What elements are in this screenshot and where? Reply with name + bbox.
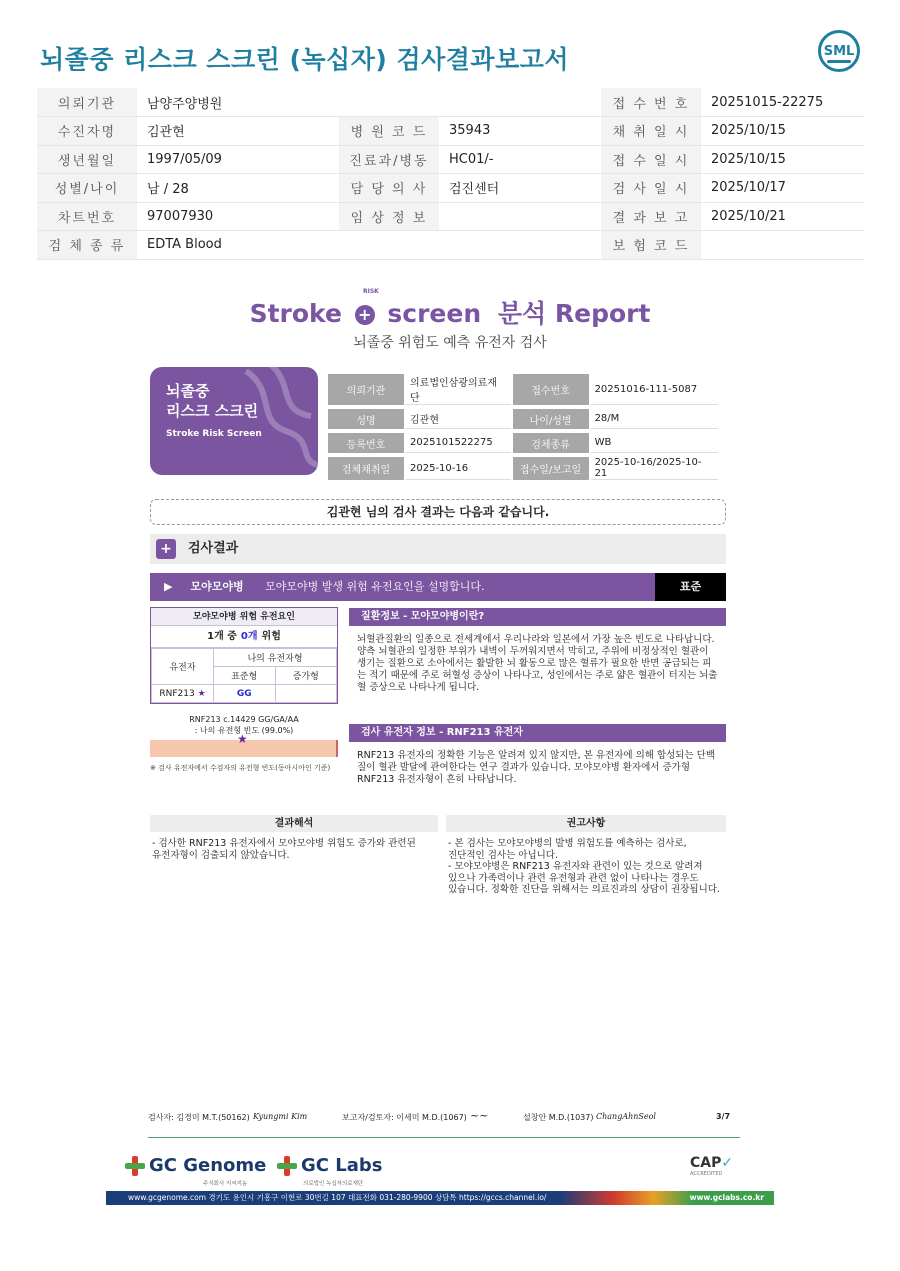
label-cell: 접 수 번 호	[601, 88, 701, 117]
brand-title	[0, 288, 900, 330]
value-cell: 검진센터	[439, 174, 601, 203]
panel-text: 뇌혈관질환의 일종으로 전세계에서 우리나라와 일본에서 가장 높은 빈도로 나타납니다. 양측 뇌혈관의 일정한 부위가 내벽이 두꺼워지면서 막히고, 주위에 비정상적인 혈관이 생기는 질환으로 소아에서는 활발한 뇌 활동으로 많은 혈류가 필요한 반면 공급되는 피는 적기 때문에 주로 허혈성 증상이 나타나고, 성인에서는 주로 얇은 혈관이 터지는 뇌출혈 증상으로 나타나게 됩니다.	[357, 634, 718, 693]
interpretation-title: 결과해석	[150, 815, 438, 832]
brand-report: 분석 Report	[497, 299, 651, 328]
risk-count	[151, 626, 337, 648]
label-cell: 차트번호	[37, 202, 137, 231]
gene-name: RNF213	[159, 688, 195, 699]
freq-line2: : 나의 유전형 빈도 (99.0%)	[194, 726, 294, 735]
value-cell	[701, 231, 864, 260]
brand-stroke: Stroke	[249, 299, 342, 328]
gene-info-panel	[349, 724, 726, 786]
recommendation-text: - 본 검사는 모야모야병의 발병 위험도를 예측하는 검사로, 진단적인 검사는 아닙니다. - 모야모야병은 RNF213 유전자와 관련이 있는 것으로 알려져 있으나 가족력이나 관련 유전형과 관련 없이 나타나는 경우도 있습니다. 정확한 진단을 위해서는 의료진과의 상담이 권장됩니다.	[448, 838, 720, 895]
value-cell: 97007930	[137, 202, 339, 231]
brand-risk-label: RISK	[363, 288, 379, 295]
card-english: Stroke Risk Screen	[166, 429, 262, 439]
value-cell: 20251015-22275	[701, 88, 864, 117]
divider	[148, 1137, 740, 1138]
table-row	[328, 457, 718, 480]
value-cell: 김관현	[137, 117, 339, 146]
label-cell: 접수일/보고일	[513, 457, 589, 480]
label-cell: 접 수 일 시	[601, 145, 701, 174]
table-row	[37, 88, 864, 117]
risk-plus-icon: +	[355, 305, 375, 325]
panel-text: RNF213 유전자의 정확한 기능은 알려져 있지 않지만, 본 유전자에 의해 합성되는 단백질이 혈관 발달에 관여한다는 연구 결과가 있습니다. 모야모야병 환자에서 증가형 RNF213 유전자형이 흔히 나타납니다.	[357, 750, 716, 785]
frequency-bar-divider	[336, 740, 338, 757]
card-line2: 리스크 스크린	[166, 402, 259, 420]
interpretation-text: - 검사한 RNF213 유전자에서 모야모야병 위험도 증가와 관련된 유전자형이 검출되지 않았습니다.	[152, 838, 416, 861]
play-icon: ▶	[164, 580, 173, 593]
cap-logo	[690, 1155, 750, 1177]
table-row	[328, 409, 718, 429]
frequency-bar	[150, 732, 338, 757]
logo1-text: GC Genome	[149, 1155, 267, 1176]
label-cell: 성명	[328, 409, 404, 429]
table-row	[37, 117, 864, 146]
genetic-risk-box	[150, 607, 338, 704]
count-number: 0개	[240, 631, 258, 642]
tester-signature: Kyungmi Kim	[253, 1112, 308, 1121]
reporter-name: 보고자/검토자: 이세미 M.D.(1067)	[342, 1113, 467, 1122]
tester-name: 검사자: 김경미 M.T.(50162)	[148, 1113, 250, 1122]
page-number: 3/7	[716, 1112, 731, 1121]
sml-logo: SML	[818, 30, 860, 72]
table-row	[152, 685, 337, 703]
status-badge: 표준	[655, 573, 726, 601]
label-cell: 수진자명	[37, 117, 137, 146]
genotype-table	[151, 648, 337, 703]
table-row	[152, 649, 337, 667]
value-cell: HC01/-	[439, 145, 601, 174]
doctor-signature: ChangAhnSeol	[596, 1112, 656, 1121]
value-cell: 1997/05/09	[137, 145, 339, 174]
value-cell: WB	[591, 433, 718, 453]
value-cell: 김관현	[406, 409, 511, 429]
frequency-note: ※ 검사 유전자에서 수검자의 유전형 빈도(동아시아인 기준)	[150, 764, 331, 772]
decorative-pattern-icon	[236, 367, 318, 471]
value-cell	[439, 202, 601, 231]
footer-website[interactable]: www.gclabs.co.kr	[689, 1193, 764, 1202]
value-cell: 20251016-111-5087	[591, 374, 718, 405]
value-cell: 2025-10-16	[406, 457, 511, 480]
recommendation-box	[446, 815, 726, 896]
brand-subtitle: 뇌졸중 위험도 예측 유전자 검사	[353, 335, 547, 351]
label-cell: 결 과 보 고	[601, 202, 701, 231]
gc-genome-logo	[125, 1155, 267, 1187]
footer-bar	[106, 1191, 774, 1205]
value-cell	[439, 88, 601, 117]
interpretation-box	[150, 815, 438, 861]
disease-desc: 모야모야병 발생 위험 유전요인을 설명합니다.	[265, 580, 485, 593]
logo2-text: GC Labs	[301, 1155, 383, 1176]
gene-cell	[152, 685, 214, 703]
table-row	[328, 433, 718, 453]
increased-genotype	[275, 685, 337, 703]
label-cell: 검체채취일	[328, 457, 404, 480]
brand-screen: screen	[387, 299, 482, 328]
value-cell: 35943	[439, 117, 601, 146]
gc-cross-icon	[125, 1156, 145, 1176]
count-prefix: 1개 중	[207, 631, 237, 642]
label-cell: 등록번호	[328, 433, 404, 453]
value-cell: 2025-10-16/2025-10-21	[591, 457, 718, 480]
label-cell: 진료과/병동	[339, 145, 439, 174]
label-cell: 접수번호	[513, 374, 589, 405]
patient-info-table	[37, 88, 864, 260]
reporter-signature: ~~	[470, 1109, 489, 1122]
label-cell: 병 원 코 드	[339, 117, 439, 146]
value-cell: 남 / 28	[137, 174, 339, 203]
table-row	[37, 231, 864, 260]
table-row	[37, 202, 864, 231]
label-cell: 검 체 종 류	[37, 231, 137, 260]
label-cell: 성별/나이	[37, 174, 137, 203]
label-cell: 검 사 일 시	[601, 174, 701, 203]
label-cell: 나이/성별	[513, 409, 589, 429]
count-suffix: 위험	[261, 631, 281, 642]
report-title: 뇌졸중 리스크 스크린 (녹십자) 검사결과보고서	[40, 45, 570, 74]
label-cell	[339, 88, 439, 117]
star-icon: ★	[197, 688, 206, 699]
header-card	[150, 367, 318, 475]
label-cell: 담 당 의 사	[339, 174, 439, 203]
frequency-star-icon: ★	[237, 732, 248, 746]
cap-text: CAP	[690, 1155, 722, 1171]
value-cell: 2025/10/17	[701, 174, 864, 203]
doctor-name: 설창안 M.D.(1037)	[523, 1113, 594, 1122]
label-cell: 검체종류	[513, 433, 589, 453]
label-cell: 보 험 코 드	[601, 231, 701, 260]
value-cell: 2025/10/21	[701, 202, 864, 231]
label-cell: 임 상 정 보	[339, 202, 439, 231]
gc-cross-icon	[277, 1156, 297, 1176]
card-line1: 뇌졸중	[166, 382, 210, 400]
disease-bar	[150, 573, 655, 601]
cap-sub: ACCREDITED	[690, 1171, 723, 1177]
col-standard: 표준형	[214, 667, 276, 685]
report-info-table	[326, 370, 720, 484]
table-row	[37, 145, 864, 174]
panel-title: 질환정보 - 모야모야병이란?	[349, 608, 726, 626]
table-row	[37, 174, 864, 203]
empty-cell	[339, 231, 439, 260]
col-gene: 유전자	[152, 649, 214, 685]
disease-info-panel	[349, 608, 726, 694]
recommendation-title: 권고사항	[446, 815, 726, 832]
label-cell: 채 취 일 시	[601, 117, 701, 146]
section-header	[150, 534, 726, 564]
panel-title: 검사 유전자 정보 - RNF213 유전자	[349, 724, 726, 742]
table-row	[328, 374, 718, 405]
label-cell: 생년월일	[37, 145, 137, 174]
genetic-box-header: 모야모야병 위험 유전요인	[151, 608, 337, 626]
value-cell: EDTA Blood	[137, 231, 339, 260]
value-cell: 남양주양병원	[137, 88, 339, 117]
label-cell: 의뢰기관	[328, 374, 404, 405]
col-my-genotype: 나의 유전자형	[214, 649, 337, 667]
logo1-sub: 주식회사 지씨지놈	[203, 1181, 248, 1187]
disease-name: 모야모야병	[190, 580, 244, 593]
logo2-sub: 의료법인 녹십자의료재단	[303, 1181, 364, 1187]
footer-text: www.gcgenome.com 경기도 용인시 기흥구 이현로 30번길 107 대표전화 031-280-9900 상담톡 https://gccs.channel.io/	[128, 1193, 547, 1202]
value-cell: 2025/10/15	[701, 145, 864, 174]
label-cell: 의뢰기관	[37, 88, 137, 117]
gc-labs-logo	[277, 1155, 383, 1187]
col-increased: 증가형	[275, 667, 337, 685]
value-cell: 2025/10/15	[701, 117, 864, 146]
check-icon: ✓	[721, 1155, 734, 1171]
plus-folder-icon: +	[156, 539, 176, 559]
section-title: 검사결과	[188, 541, 239, 556]
freq-line1: RNF213 c.14429 GG/GA/AA	[189, 715, 299, 724]
value-cell: 의료법인삼광의료재단	[406, 374, 511, 405]
value-cell: 2025101522275	[406, 433, 511, 453]
empty-cell	[439, 231, 601, 260]
result-message: 김관현 님의 검사 결과는 다음과 같습니다.	[150, 499, 726, 525]
standard-genotype: GG	[214, 685, 276, 703]
value-cell: 28/M	[591, 409, 718, 429]
